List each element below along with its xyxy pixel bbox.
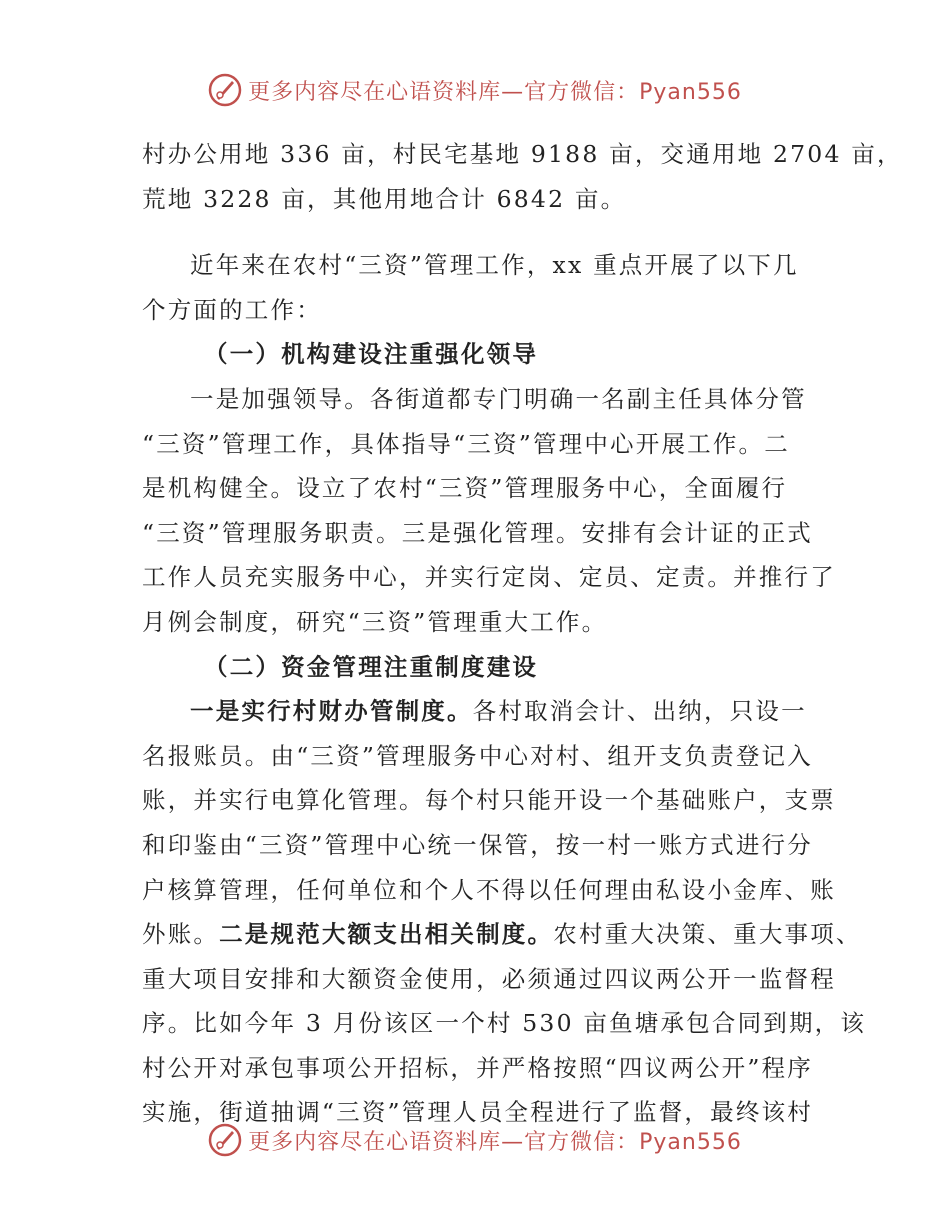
paragraph-line: 月例会制度，研究“三资”管理重大工作。	[142, 607, 608, 636]
paragraph-line: 一是加强领导。各街道都专门明确一名副主任具体分管	[190, 384, 807, 413]
paragraph-line: “三资”管理服务职责。三是强化管理。安排有会计证的正式	[142, 518, 813, 547]
paragraph-text: 农村重大决策、重大事项、	[553, 920, 862, 949]
paragraph-line: 荒地 3228 亩，其他用地合计 6842 亩。	[142, 184, 627, 213]
document-body	[142, 132, 903, 1135]
paragraph-line: 和印鉴由“三资”管理中心统一保管，按一村一账方式进行分	[142, 830, 813, 859]
paragraph-line: 账，并实行电算化管理。每个村只能开设一个基础账户，支票	[142, 786, 836, 815]
paragraph-line: 名报账员。由“三资”管理服务中心对村、组开支负责登记入	[142, 741, 813, 770]
footer-banner	[0, 1120, 950, 1160]
paragraph-line: 村办公用地 336 亩，村民宅基地 9188 亩，交通用地 2704 亩，	[142, 140, 903, 168]
paragraph-line: 重大项目安排和大额资金使用，必须通过四议两公开一监督程	[142, 964, 836, 993]
section-heading-1: （一）机构建设注重强化领导	[204, 340, 539, 369]
header-banner	[0, 70, 950, 110]
header-banner-text: 更多内容尽在心语资料库—官方微信：Pyan556	[248, 79, 742, 105]
paragraph-line: 实施，街道抽调“三资”管理人员全程进行了监督，最终该村	[142, 1098, 813, 1127]
paragraph-line: 工作人员充实服务中心，并实行定岗、定员、定责。并推行了	[142, 563, 836, 592]
section-heading-2: （二）资金管理注重制度建设	[204, 652, 539, 681]
bold-phrase: 二是规范大额支出相关制度。	[219, 920, 554, 949]
quill-seal-logo-icon	[208, 1123, 242, 1157]
paragraph-line	[142, 689, 822, 734]
paragraph-line: 户核算管理，任何单位和个人不得以任何理由私设小金库、账	[142, 875, 836, 904]
quill-seal-logo-icon	[208, 73, 242, 107]
paragraph-line: 个方面的工作：	[142, 295, 322, 324]
paragraph-text: 外账。	[142, 920, 220, 949]
paragraph-line: 是机构健全。设立了农村“三资”管理服务中心，全面履行	[142, 474, 788, 503]
paragraph-line: 村公开对承包事项公开招标，并严格按照“四议两公开”程序	[142, 1053, 813, 1082]
bold-phrase: 一是实行村财办管制度。	[190, 697, 473, 726]
footer-banner-text: 更多内容尽在心语资料库—官方微信：Pyan556	[248, 1129, 742, 1155]
paragraph-spacer	[142, 221, 822, 243]
paragraph-line: 序。比如今年 3 月份该区一个村 530 亩鱼塘承包合同到期，该	[142, 1009, 867, 1038]
paragraph-line: “三资”管理工作，具体指导“三资”管理中心开展工作。二	[142, 429, 790, 458]
paragraph-line: 近年来在农村“三资”管理工作，xx 重点开展了以下几	[190, 251, 799, 280]
paragraph-text: 各村取消会计、出纳，只设一	[472, 697, 807, 726]
paragraph-line	[142, 912, 862, 957]
